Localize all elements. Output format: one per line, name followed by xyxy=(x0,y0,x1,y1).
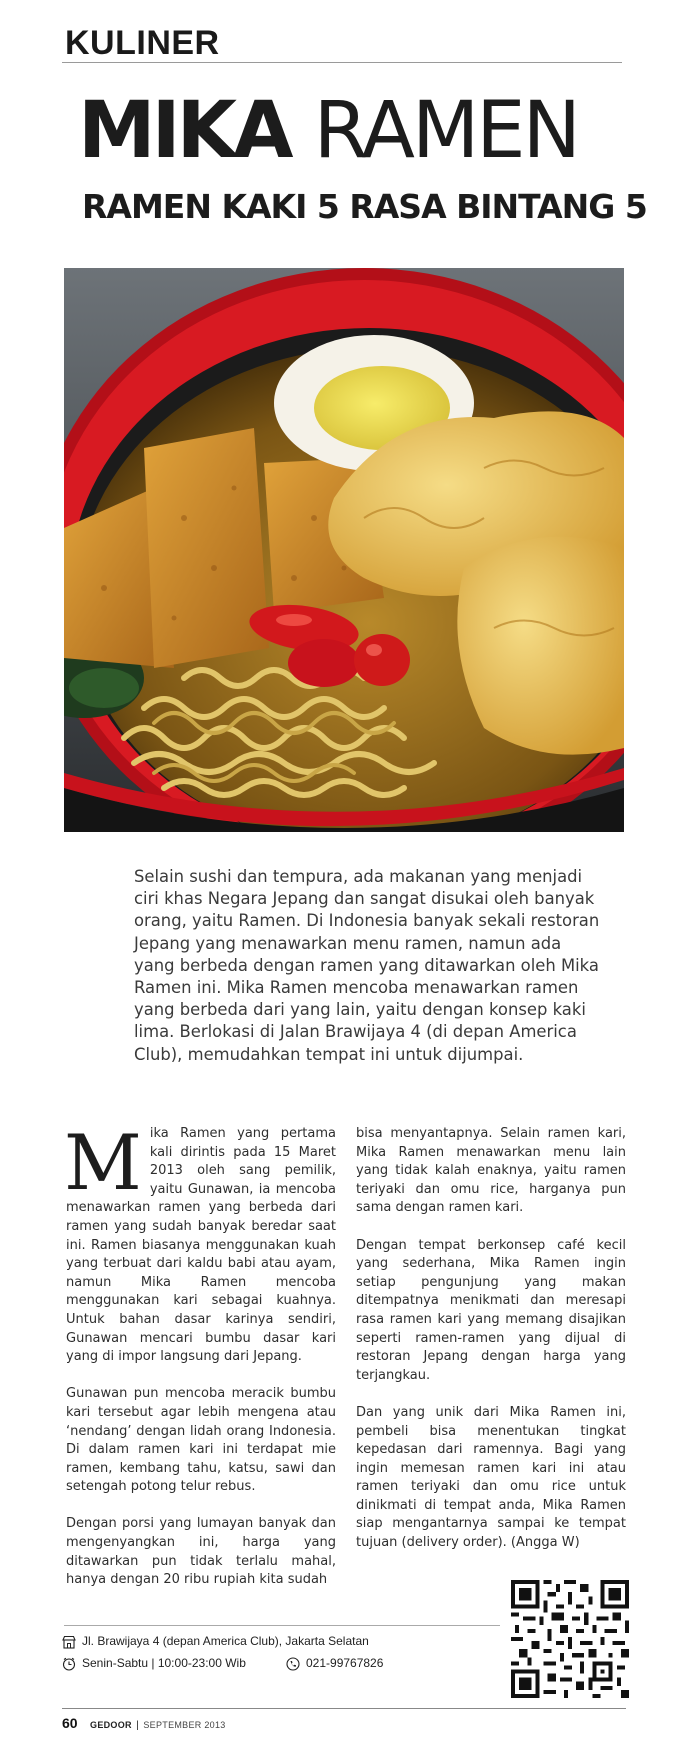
info-phone xyxy=(286,1656,383,1671)
magazine-name: GEDOOR xyxy=(90,1720,132,1730)
qr-code xyxy=(511,1580,629,1698)
hours-text: Senin-Sabtu | 10:00-23:00 Wib xyxy=(82,1656,246,1670)
drop-cap: M xyxy=(64,1118,142,1207)
title-light: RAMEN xyxy=(313,86,578,176)
phone-text: 021-99767826 xyxy=(306,1656,384,1670)
page-footer xyxy=(62,1715,226,1733)
footer-separator: | xyxy=(136,1720,139,1731)
clock-icon xyxy=(62,1657,76,1671)
page-number: 60 xyxy=(62,1715,78,1731)
footer-rule xyxy=(62,1708,626,1709)
body-paragraph: bisa menyantapnya. Selain ramen kari, Mika Ramen menawarkan menu lain yang tidak kalah enaknya, yaitu ramen teriyaki dan omu rice, harganya pun sama dengan ramen kari. xyxy=(356,1126,626,1216)
subtitle-bold: RASA BINTANG 5 xyxy=(349,187,647,226)
body-paragraph xyxy=(64,1118,336,1367)
subtitle-light: RAMEN KAKI 5 xyxy=(82,187,339,226)
body-text: ika Ramen yang pertama kali dirintis pada 15 Maret 2013 oleh sang pemilik, yaitu Gunawan, ia mencoba menawarkan ramen yang berbeda dari ramen yang sudah banyak beredar saat ini. Ramen biasanya menggunakan kuah yang terbuat dari kaldu babi atau ayam, namun Mika Ramen mencoba menggunakan kari sebagai kuahnya. Untuk bahan dasar karinya sendiri, Gunawan mencari bumbu dasar kari yang di impor langsung dari Jepang. xyxy=(66,1126,336,1365)
address-text: Jl. Brawijaya 4 (depan America Club), Jakarta Selatan xyxy=(82,1634,369,1648)
hero-photo-ramen-bowl xyxy=(64,268,624,832)
body-column-left xyxy=(64,1118,336,1608)
header-rule xyxy=(62,62,622,63)
body-paragraph: Dengan tempat berkonsep café kecil yang sederhana, Mika Ramen ingin setiap pengunjung yang makan ditempatnya menikmati dan meresapi rasa ramen kari yang memang disajikan seperti ramen-ramen yang dijual di restoran Jepang dengan harga yang terjangkau. xyxy=(356,1237,626,1383)
issue-date: SEPTEMBER 2013 xyxy=(143,1720,226,1730)
article-title xyxy=(78,86,578,176)
title-bold: MIKA xyxy=(78,86,290,176)
info-rule xyxy=(64,1625,500,1626)
info-hours xyxy=(62,1656,246,1671)
info-address xyxy=(62,1634,369,1649)
phone-icon xyxy=(286,1657,300,1671)
body-paragraph: Dengan porsi yang lumayan banyak dan mengenyangkan ini, harga yang ditawarkan pun tidak terlalu mahal, hanya dengan 20 ribu rupiah kita sudah xyxy=(66,1516,336,1588)
section-label: KULINER xyxy=(65,24,220,62)
body-paragraph: Dan yang unik dari Mika Ramen ini, pembeli bisa menentukan tingkat kepedasan dari ramennya. Bagi yang ingin memesan ramen kari ini atau ramen teriyaki dan omu rice untuk dinikmati di tempat anda, Mika Ramen siap mengantarnya sampai ke tempat tujuan (delivery order). (Angga W) xyxy=(356,1404,626,1551)
store-icon xyxy=(62,1635,76,1649)
body-paragraph: Gunawan pun mencoba meracik bumbu kari tersebut agar lebih mengena atau ‘nendang’ dengan lidah orang Indonesia. Di dalam ramen kari ini terdapat mie ramen, kembang tahu, katsu, sawi dan setengah potong telur rebus. xyxy=(66,1386,336,1495)
body-column-right xyxy=(356,1125,626,1571)
intro-paragraph: Selain sushi dan tempura, ada makanan yang menjadi ciri khas Negara Jepang dan sangat disukai oleh banyak orang, yaitu Ramen. Di Indonesia banyak sekali restoran Jepang yang menawarkan menu ramen, namun ada yang berbeda dengan ramen yang ditawarkan oleh Mika Ramen ini. Mika Ramen mencoba menawarkan ramen yang berbeda dari yang lain, yaitu dengan konsep kaki lima. Berlokasi di Jalan Brawijaya 4 (di depan America Club), memudahkan tempat ini untuk dijumpai. xyxy=(134,867,600,1064)
article-subtitle xyxy=(82,187,647,226)
